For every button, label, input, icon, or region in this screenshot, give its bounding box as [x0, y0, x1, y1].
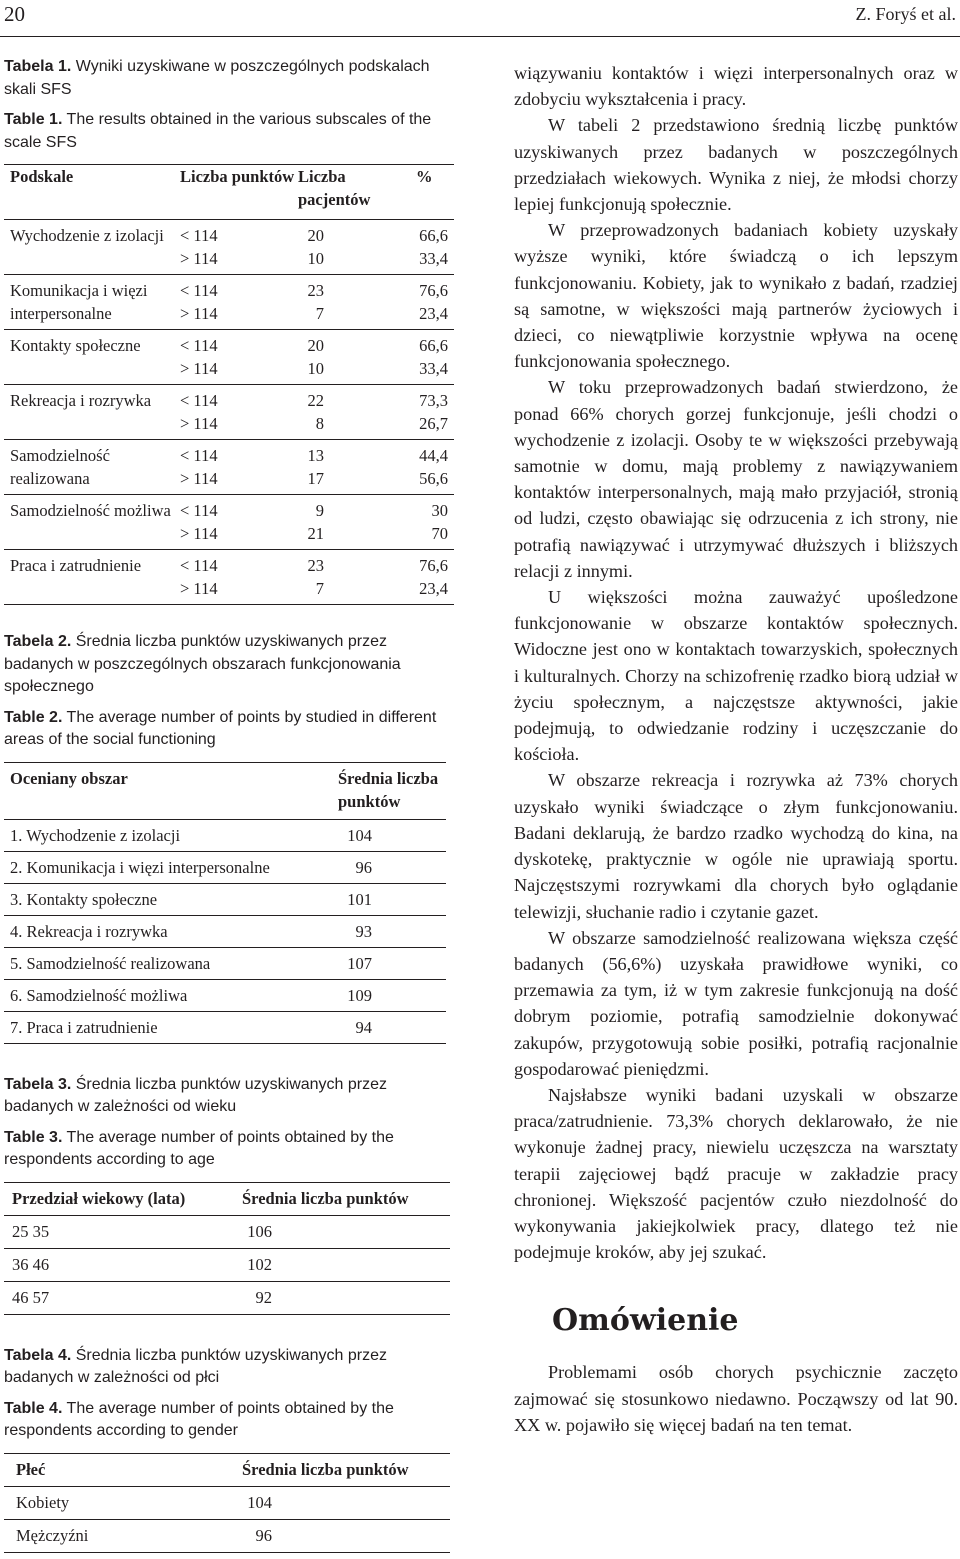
- table-row: 4. Rekreacja i rozrywka 93: [4, 915, 446, 947]
- table1-caption-pl: Tabela 1. Wyniki uzyskiwane w poszczególnych podskalach skali SFS: [4, 58, 430, 98]
- subscale-name: Wychodzenie z izolacji: [10, 226, 164, 245]
- page-header: [0, 0, 960, 37]
- table-row: Rekreacja i rozrywka < 114 > 114 22 8 73,3 26,7: [4, 385, 454, 440]
- table4-caption-en: Table 4. The average number of points obtained by the respondents according to gender: [4, 1399, 394, 1439]
- section-heading: Omówienie: [552, 1303, 739, 1339]
- table-row: 2. Komunikacja i więzi interpersonalne 96: [4, 851, 446, 883]
- table3-header-average: Średnia liczba punktów: [242, 1188, 409, 1208]
- table4-caption-pl: Tabela 4. Średnia liczba punktów uzyskiwanych przez badanych w zależności od płci: [4, 1346, 388, 1386]
- body-paragraph: W obszarze rekreacja i rozrywka aż 73% chorych uzyskało wyniki świadczące o złym funkcjonowaniu. Badani deklarują, że bardzo rzadko wychodzą do kina, na dyskotekę, praktycznie w ogóle nie uprawiają sportu. Najczęstszymi rozrywkami dla chorych było oglądanie telewizji, słuchanie radio i czytanie gazet.: [514, 770, 958, 922]
- body-paragraph: wiązywaniu kontaktów i więzi interpersonalnych oraz w zdobyciu wykształcenia i pracy.: [514, 63, 958, 110]
- table2-caption-pl: Tabela 2. Średnia liczba punktów uzyskiwanych przez badanych w poszczególnych obszarach funkcjonowania społecznego: [4, 633, 401, 695]
- left-column: [4, 56, 454, 1553]
- table4-header-gender: Płeć: [16, 1459, 46, 1479]
- body-paragraph: W przeprowadzonych badaniach kobiety uzyskały wyższe wyniki, które świadczą o ich lepszym funkcjonowaniu. Kobiety, jak to wynikało z badań, rzadziej są samotne, w większości mają partnerów życiowych i dzieci, co niewątpliwie korzystnie wpływa na ocenę funkcjonowania społecznego.: [514, 220, 958, 372]
- subscale-name: Komunikacja i więzi interpersonalne: [10, 281, 148, 323]
- table-row: Samodzielność realizowana < 114 > 114 13 17 44,4 56,6: [4, 440, 454, 495]
- table1: [4, 164, 454, 605]
- page-number: 20: [4, 2, 25, 26]
- table-row: 7. Praca i zatrudnienie 94: [4, 1011, 446, 1043]
- subscale-name: Samodzielność realizowana: [10, 446, 110, 488]
- subscale-name: Praca i zatrudnienie: [10, 556, 142, 575]
- table3-caption-en: Table 3. The average number of points obtained by the respondents according to age: [4, 1128, 394, 1168]
- table1-header-points: Liczba punktów: [180, 167, 295, 186]
- table-row: Wychodzenie z izolacji < 114 > 114 20 10 66,6 33,4: [4, 220, 454, 275]
- table-row: 3. Kontakty społeczne 101: [4, 883, 446, 915]
- table-row: Praca i zatrudnienie < 114 > 114 23 7 76,6 23,4: [4, 550, 454, 605]
- table-row: 36 46 102: [4, 1248, 450, 1281]
- body-paragraph: W toku przeprowadzonych badań stwierdzono, że ponad 66% chorych gorzej funkcjonuje, jeśli chodzi o wychodzenie z izolacji. Osoby te w większości przebywają samotnie w domu, mają problemy z nawiązywaniem kontaktów interpersonalnych, mają mało przyjaciół, stronią od ludzi, często obawiając się odrzucenia z ich strony, nie potrafią nawiązywać i utrzymywać dłuższych i bliższych relacji z innymi.: [514, 377, 958, 581]
- subscale-name: Rekreacja i rozrywka: [10, 391, 152, 410]
- subscale-name: Kontakty społeczne: [10, 336, 141, 355]
- table-row: 1. Wychodzenie z izolacji 104: [4, 819, 446, 851]
- table4: [4, 1453, 450, 1553]
- table2-header-average: Średnia liczba punktów: [338, 768, 439, 811]
- running-head: Z. Foryś et al.: [855, 4, 956, 24]
- body-paragraph: W obszarze samodzielność realizowana większa część badanych (56,6%) uzyskała prawidłowe wyniki, co przemawia za tym, iż w tym zakresie funkcjonują na dość dobrym poziomie, potrafią samodzielnie dokonywać zakupów, przygotowują sobie posiłki, potrafią racjonalnie gospodarować pieniędzmi.: [514, 927, 958, 1079]
- table2-header-area: Oceniany obszar: [10, 768, 128, 788]
- table-row: 6. Samodzielność możliwa 109: [4, 979, 446, 1011]
- body-paragraph: Najsłabsze wyniki badani uzyskali w obszarze praca/zatrudnienie. 73,3% chorych deklarowało, że nie wykonuje żadnej pracy, niewielu uczęszcza na warsztaty terapii zajęciowej bądź pracuje w zakładzie pracy chronionej. Większość pacjentów czuło niezdolność do wykonywania jakiejkolwiek pracy, dlatego też nie podejmuje kroków, aby jej szukać.: [514, 1084, 958, 1263]
- table4-header-average: Średnia liczba punktów: [242, 1459, 409, 1479]
- table-row: 46 57 92: [4, 1281, 450, 1314]
- table-row: Mężczyźni 96: [4, 1519, 450, 1552]
- subscale-name: Samodzielność możliwa: [10, 501, 171, 520]
- table3-header-age: Przedział wiekowy (lata): [12, 1188, 186, 1208]
- table3-caption-pl: Tabela 3. Średnia liczba punktów uzyskiwanych przez badanych w zależności od wieku: [4, 1075, 388, 1115]
- right-column: [514, 60, 958, 1438]
- table3: [4, 1182, 450, 1315]
- body-paragraph: W tabeli 2 przedstawiono średnią liczbę punktów uzyskiwanych przez badanych w poszczególnych przedziałach wiekowych. Wynika z niej, że młodsi chorzy lepiej funkcjonują społecznie.: [514, 115, 958, 215]
- table-row: Kobiety 104: [4, 1486, 450, 1519]
- table-row: Komunikacja i więzi interpersonalne < 114 > 114 23 7 76,6 23,4: [4, 275, 454, 330]
- table-row: Kontakty społeczne < 114 > 114 20 10 66,6 33,4: [4, 330, 454, 385]
- table2: [4, 762, 446, 1044]
- table1-header-patients: Liczba pacjentów: [298, 167, 371, 209]
- table1-caption-en: Table 1. The results obtained in the various subscales of the scale SFS: [4, 111, 432, 151]
- table2-caption-en: Table 2. The average number of points by studied in different areas of the social functioning: [4, 708, 437, 748]
- table-row: 25 35 106: [4, 1215, 450, 1248]
- section-paragraph: Problemami osób chorych psychicznie zaczęto zajmować się stosunkowo niedawno. Począwszy od lat 90. XX w. pojawiło się więcej badań na ten temat.: [514, 1362, 958, 1435]
- table1-header-subscale: Podskale: [10, 167, 74, 186]
- body-paragraph: U większości można zauważyć upośledzone funkcjonowanie w obszarze kontaktów społecznych. Widoczne jest ono w kontaktach towarzyskich, społecznych i kulturalnych. Chorzy na schizofrenię rzadko biorą udział w życiu społecznym, a najczęstsze aktywności, jakie podejmują, to odwiedzanie rodziny i uczęszczanie do kościoła.: [514, 587, 958, 765]
- table-row: Samodzielność możliwa < 114 > 114 9 21 30 70: [4, 495, 454, 550]
- table1-header-percent: %: [416, 167, 433, 186]
- table-row: 5. Samodzielność realizowana 107: [4, 947, 446, 979]
